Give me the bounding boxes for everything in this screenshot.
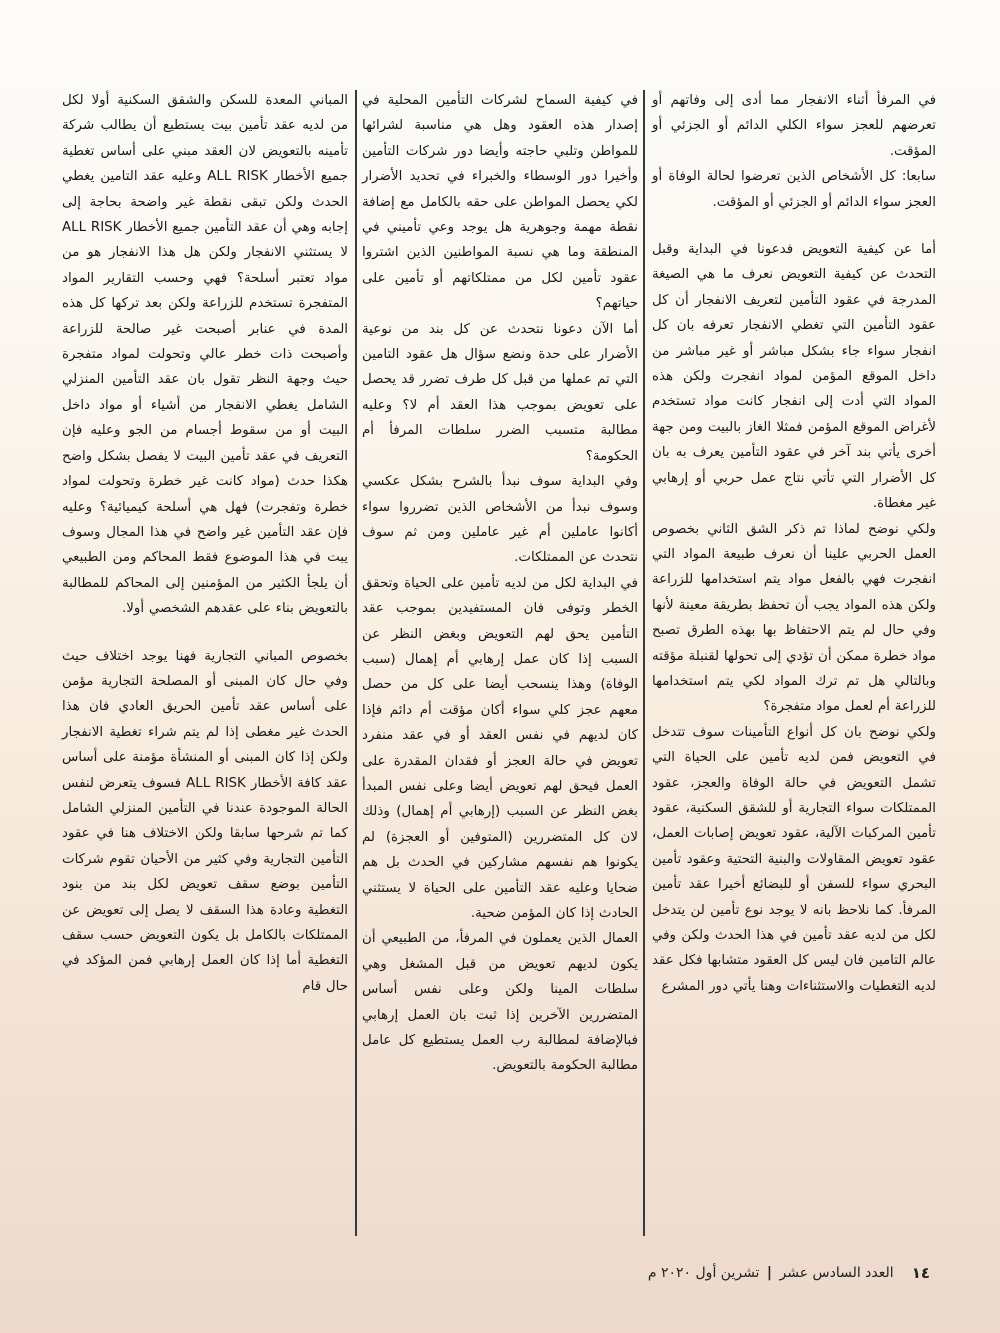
issue-date: تشرين أول ٢٠٢٠ م <box>647 1265 760 1281</box>
paragraph: في المرفأ أثناء الانفجار مما أدى إلى وفاتهم أو تعرضهم للعجز سواء الكلي الدائم أو الجزئي أو المؤقت. <box>652 93 936 159</box>
page-number: ١٤ <box>911 1264 930 1282</box>
paragraph: أما عن كيفية التعويض فدعونا في البداية وقبل التحدث عن كيفية التعويض نعرف ما هي الصيغة المدرجة في عقود التأمين لتعريف الانفجار أن كل عقود التأمين التي تغطي الانفجار تعرفه بان كل انفجار سواء جاء بشكل مباشر أو غير مباشر من داخل الموقع المؤمن لمواد انفجرت ولكن هذه المواد التي أدت إلى انفجار كانت مواد تستخدم لأغراض الموقع المؤمن فمثلا الغاز بالبيت ومن جهة أخرى يأتي بند آخر في عقود التأمين يعرف به بان كل الأضرار التي تأتي نتاج عمل حربي أو إرهابي غير مغطاة. <box>652 242 936 512</box>
article-column-right <box>652 88 936 999</box>
column-divider <box>643 90 645 1236</box>
issue-info <box>648 1265 894 1281</box>
paragraph: المباني المعدة للسكن والشقق السكنية أولا لكل من لديه عقد تأمين بيت يستطيع أن يطالب شركة تأمينه بالتعويض لان العقد مبني على أساس تغطية جميع الأخطار ALL RISK وعليه عقد التامين يغطي الحدث ولكن تبقى نقطة غير واضحة بحاجة إلى إجابه وهي أن عقد التأمين جميع الأخطار ALL RISK لا يستثني الانفجار ولكن هل هذا الانفجار هو من مواد تعتبر أسلحة؟ فهي وحسب التقارير المواد المتفجرة تستخدم للزراعة ولكن بعد تركها كل هذه المدة في عنابر أصبحت غير صالحة للزراعة وأصبحت ذات خطر عالي وتحولت لمواد متفجرة حيث وجهة النظر تقول بان عقد التأمين المنزلي الشامل يغطي الانفجار من أشياء أو مواد داخل البيت أو من سقوط أجسام من الجو وعليه فإن التعريف في عقد تأمين البيت لا يفصل بشكل واضح هكذا حدث (مواد كانت غير خطرة وتحولت لمواد خطرة وتفجرت) فهل هي أسلحة كيميائية؟ وعليه فإن عقد التأمين غير واضح في هذا المجال وسوف يبت في هذا الموضوع فقط المحاكم ومن الطبيعي أن يلجأ الكثير من المؤمنين إلى المحاكم للمطالبة بالتعويض بناء على عقدهم الشخصي أولا. <box>62 93 348 617</box>
paragraph: ولكي نوضح لماذا تم ذكر الشق الثاني بخصوص العمل الحربي علينا أن نعرف طبيعة المواد التي انفجرت فهي بالفعل مواد يتم استخدامها للزراعة ولكن هذه المواد يجب أن تحفظ بطريقة معينة لأنها وفي حال لم يتم الاحتفاظ بها بهذه الطرق تصبح مواد خطرة ممكن أن تؤدي إلى تحولها لقنبلة مؤقته وبالتالي هل تم ترك المواد لكي يتم استخدامها للزراعة أم لعمل مواد متفجرة؟ <box>652 521 936 715</box>
article-column-middle <box>362 88 638 1079</box>
paragraph: سابعا: كل الأشخاص الذين تعرضوا لحالة الوفاة أو العجز سواء الدائم أو الجزئي أو المؤقت. <box>652 169 936 210</box>
page-footer <box>648 1264 930 1282</box>
paragraph: بخصوص المباني التجارية فهنا يوجد اختلاف حيث وفي حال كان المبنى أو المصلحة التجارية مؤمن على أساس عقد تأمين الحريق العادي فان هذا الحدث غير مغطى إذا لم يتم شراء تغطية الانفجار ولكن إذا كان المبنى أو المنشأة مؤمنة على أساس عقد كافة الأخطار ALL RISK فسوف يتعرض لنفس الحالة الموجودة عندنا في التأمين المنزلي الشامل كما تم شرحها سابقا ولكن الاختلاف هنا في عقود التأمين التجارية وفي كثير من الأحيان تقوم شركات التأمين بوضع سقف تعويض لكل بند من بنود التغطية وعادة هذا السقف لا يصل إلى تعويض عن الممتلكات بالكامل بل يكون التعويض حسب سقف التغطية أما إذا كان العمل إرهابي فمن المؤكد في حال قام <box>62 648 349 994</box>
paragraph: وفي البداية سوف نبدأ بالشرح بشكل عكسي وسوف نبدأ من الأشخاص الذين تضرروا سواء أكانوا عاملين أم غير عاملين ومن ثم سوف نتحدث عن الممتلكات. <box>362 474 638 566</box>
paragraph: في البداية لكل من لديه تأمين على الحياة وتحقق الخطر وتوفى فان المستفيدين بموجب عقد التأمين يحق لهم التعويض وبغض النظر عن السبب إذا كان عمل إرهابي أم إهمال (سبب الوفاة) وهذا ينسحب أيضا على كل من حصل معهم عجز كلي سواء أكان مؤقت أم دائم فإذا كان لديهم في نفس العقد أو في عقد منفرد تعويض في حالة العجز أو فقدان المقدرة على العمل فيحق لهم تعويض أيضا وعلى نفس المبدأ بغض النظر عن السبب (إرهابي أم إهمال) وذلك لان كل المتضررين (المتوفين أو العجزة) لم يكونوا هم نفسهم مشاركين في الحدث بل هم ضحايا وعليه عقد التأمين على الحياة لا يستثني الحادث إذا كان المؤمن ضحية. <box>362 575 638 921</box>
paragraph: العمال الذين يعملون في المرفأ، من الطبيعي أن يكون لديهم تعويض من قبل المشغل وهي سلطات المينا ولكن وعلى نفس أساس المتضررين الآخرين إذا ثبت بان العمل إرهابي فبالإضافة لمطالبة رب العمل يستطيع كل عامل مطالبة الحكومة بالتعويض. <box>362 931 638 1074</box>
column-divider <box>355 90 357 1236</box>
paragraph: ولكي نوضح بان كل أنواع التأمينات سوف تتدخل في التعويض فمن لديه تأمين على الحياة التي تشمل التعويض في حالة الوفاة والعجز، عقود الممتلكات سواء التجارية أو للشقق السكنية، عقود تأمين المركبات الآلية، عقود تعويض إصابات العمل، عقود تعويض المقاولات والبنية التحتية وعقود تأمين البحري سواء للسفن أو للبضائع أخيرا عقد تأمين المرفأ. كما نلاحظ بانه لا يوجد نوع تأمين لن يتدخل لكل من لديه عقد تأمين في هذا الحدث ولكن وفي عالم التامين فان ليس كل العقود متشابها فكل عقد لديه التغطيات والاستثناءات وهنا يأتي دور المشرع <box>652 724 936 994</box>
article-column-left <box>62 88 348 999</box>
footer-separator: | <box>766 1265 773 1281</box>
paragraph: أما الآن دعونا نتحدث عن كل بند من نوعية الأضرار على حدة ونضع سؤال هل عقود التامين التي تم عملها من قبل كل طرف تضرر قد يحصل على تعويض بموجب هذا العقد أم لا؟ وعليه مطالبة متسبب الضرر سلطات المرفأ أم الحكومة؟ <box>362 321 638 464</box>
issue-number: العدد السادس عشر <box>779 1265 894 1281</box>
paragraph: في كيفية السماح لشركات التأمين المحلية في إصدار هذه العقود وهل هي مناسبة لشرائها للمواطن وتلبي حاجته وأيضا دور شركات التأمين وأخيرا دور الوسطاء والخبراء في تحديد الأضرار لكي يحصل المواطن على حقه بالكامل مع إضافة نقطة مهمة وجوهرية هل يوجد وعي تأميني في المنطقة وما هي نسبة المواطنين الذين اشتروا عقود تأمين لكل من ممتلكاتهم أو تأمين على حياتهم؟ <box>362 93 638 312</box>
